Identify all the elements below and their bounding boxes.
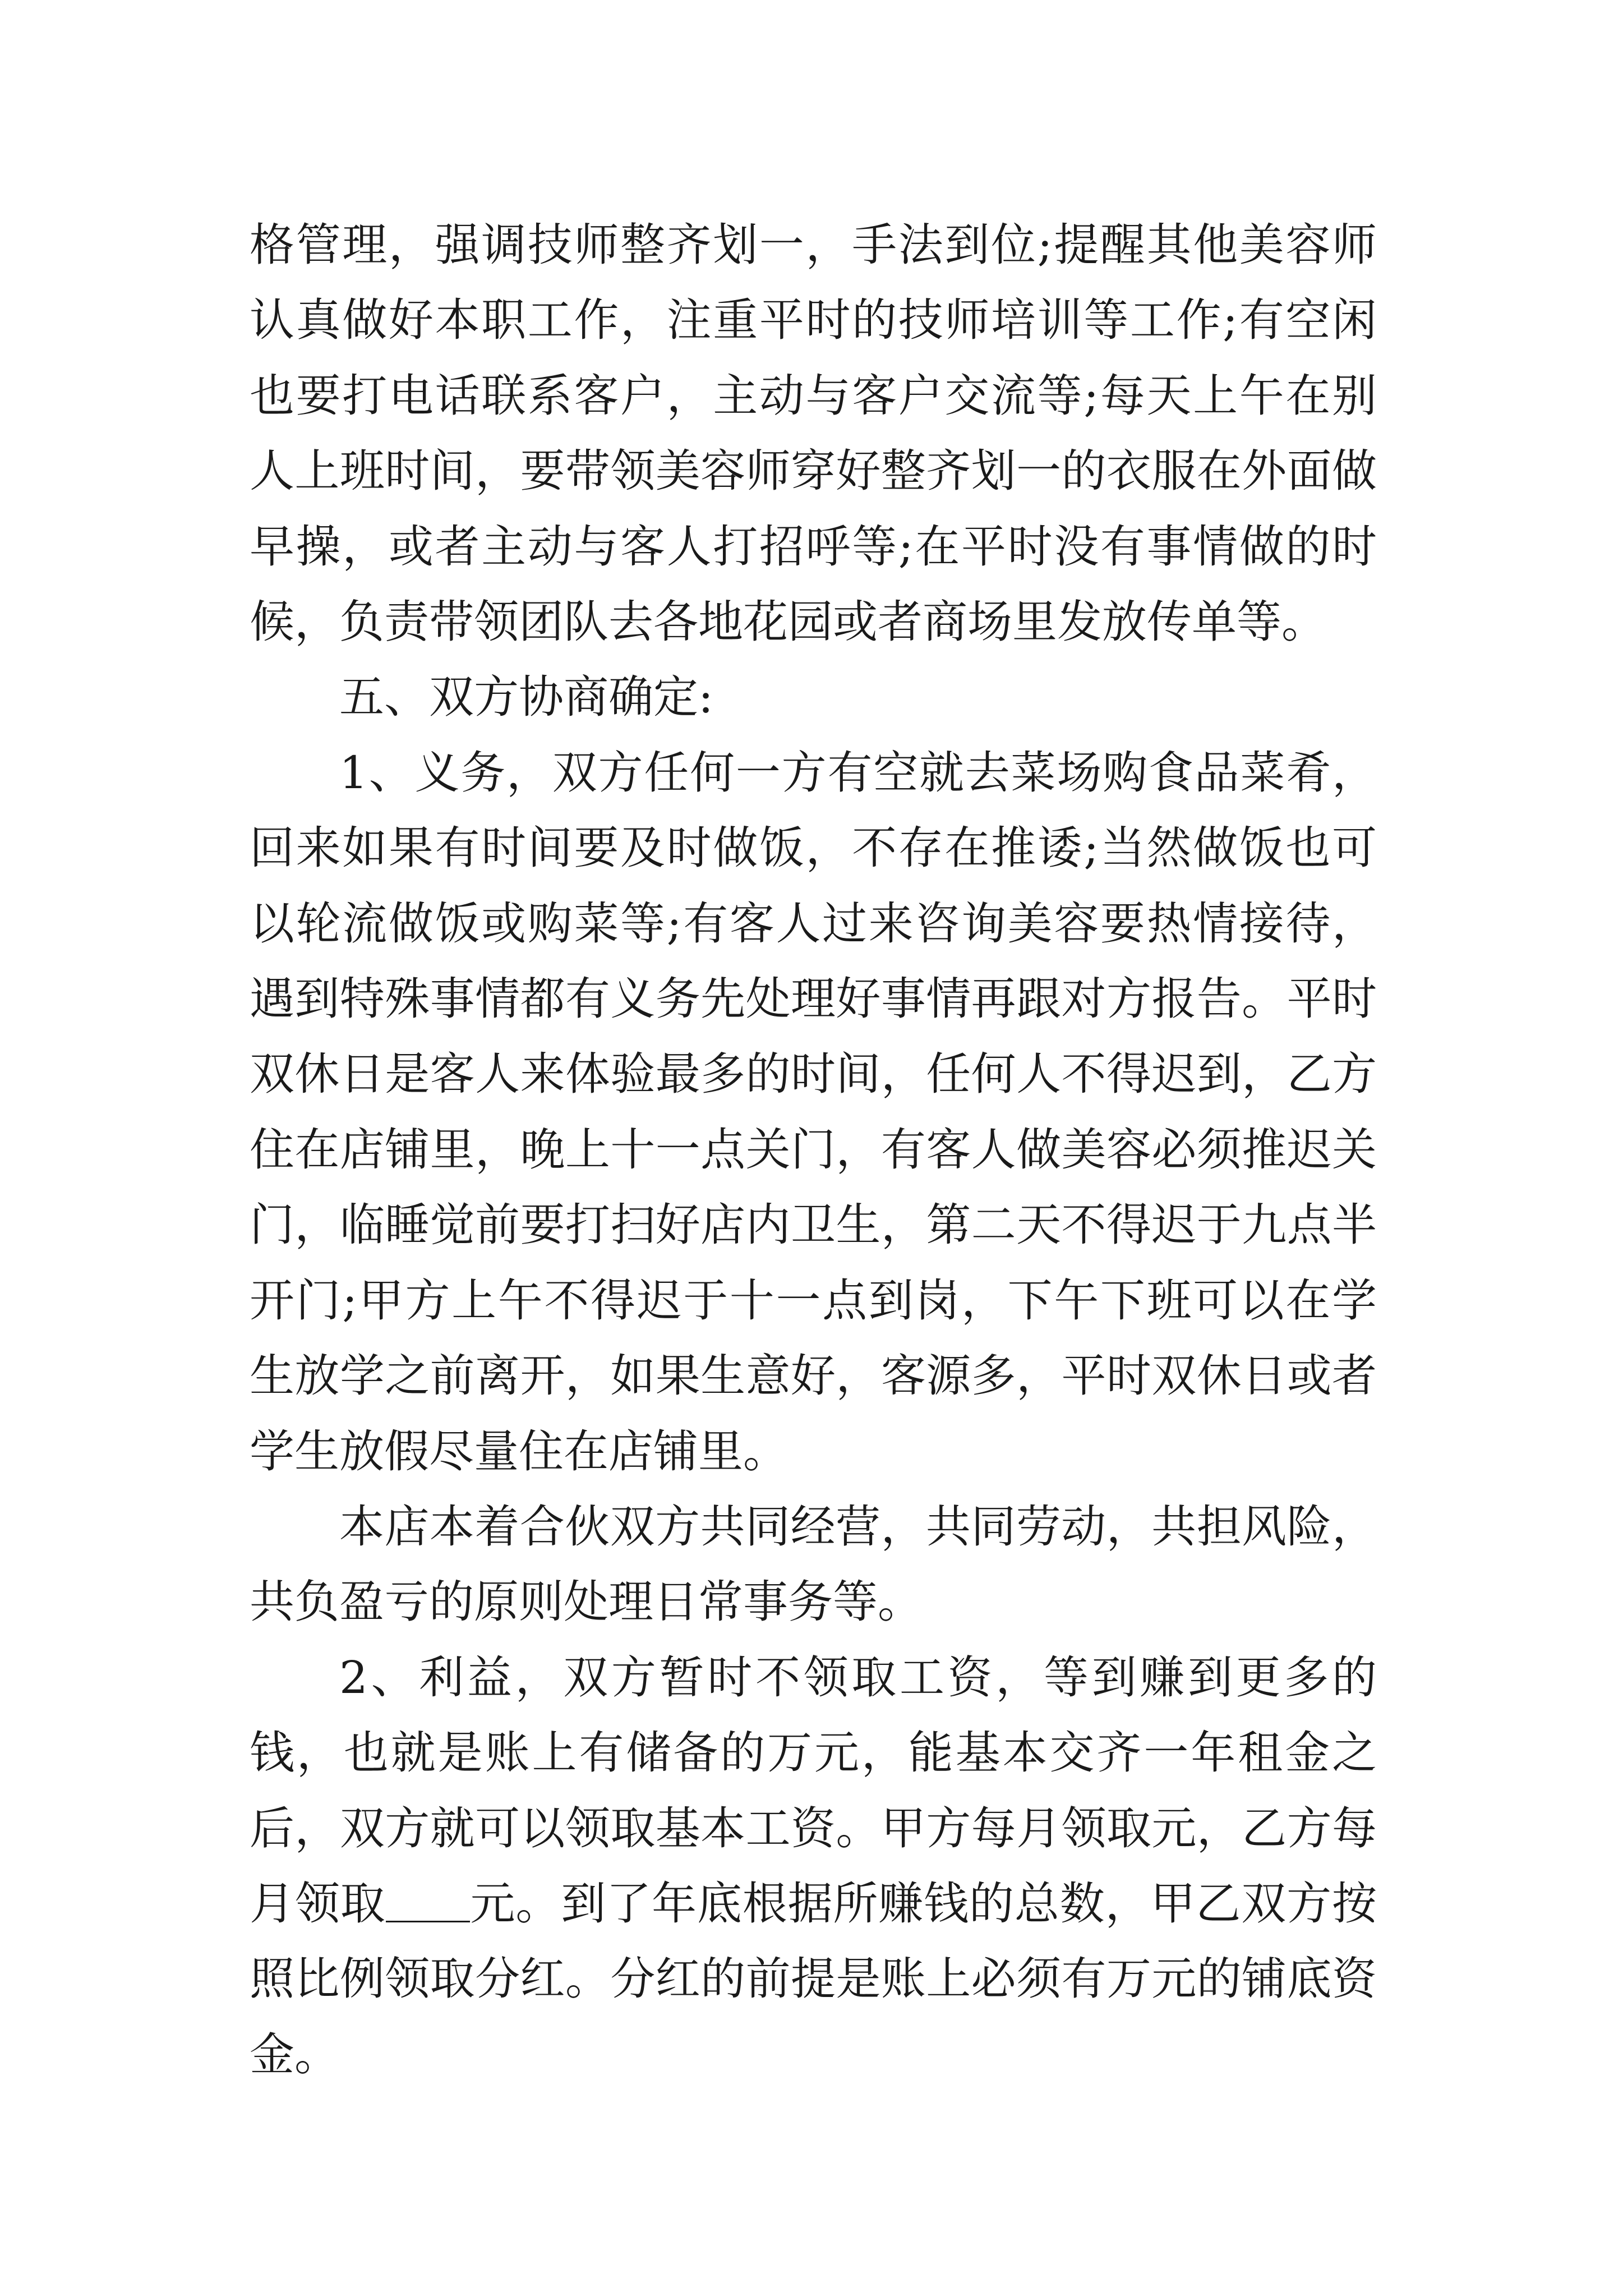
document-body [250,208,1377,2092]
paragraph-obligations: 1、义务，双方任何一方有空就去菜场购食品菜肴，回来如果有时间要及时做饭，不存在推诿;当然做饭也可以轮流做饭或购菜等;有客人过来咨询美容要热情接待，遇到特殊事情都有义务先处理好事情再跟对方报告。平时双休日是客人来体验最多的时间，任何人不得迟到，乙方住在店铺里，晚上十一点关门，有客人做美容必须推迟关门，临睡觉前要打扫好店内卫生，第二天不得迟于九点半开门;甲方上午不得迟于十一点到岗，下午下班可以在学生放学之前离开，如果生意好，客源多，平时双休日或者学生放假尽量住在店铺里。 [250,746,1377,1478]
benefits-text-after-blank: 元。到了年底根据所赚钱的总数，甲乙双方按照比例领取分红。分红的前提是账上必须有万元的铺底资金。 [250,1877,1377,2081]
benefits-text-before-blank: 2、利益，双方暂时不领取工资，等到赚到更多的钱，也就是账上有储备的万元，能基本交齐一年租金之后，双方就可以领取基本工资。甲方每月领取元，乙方每月领取 [250,1651,1377,1930]
paragraph-duties-continued: 格管理，强调技师整齐划一，手法到位;提醒其他美容师认真做好本职工作，注重平时的技师培训等工作;有空闲也要打电话联系客户，主动与客户交流等;每天上午在别人上班时间，要带领美容师穿好整齐划一的衣服在外面做早操，或者主动与客人打招呼等;在平时没有事情做的时候，负责带领团队去各地花园或者商场里发放传单等。 [250,219,1377,648]
paragraph-principle: 本店本着合伙双方共同经营，共同劳动，共担风险，共负盈亏的原则处理日常事务等。 [250,1500,1377,1628]
section-heading-five: 五、双方协商确定: [339,671,713,724]
fill-in-blank-line [386,1876,470,1922]
paragraph-benefits [250,1640,1377,2092]
